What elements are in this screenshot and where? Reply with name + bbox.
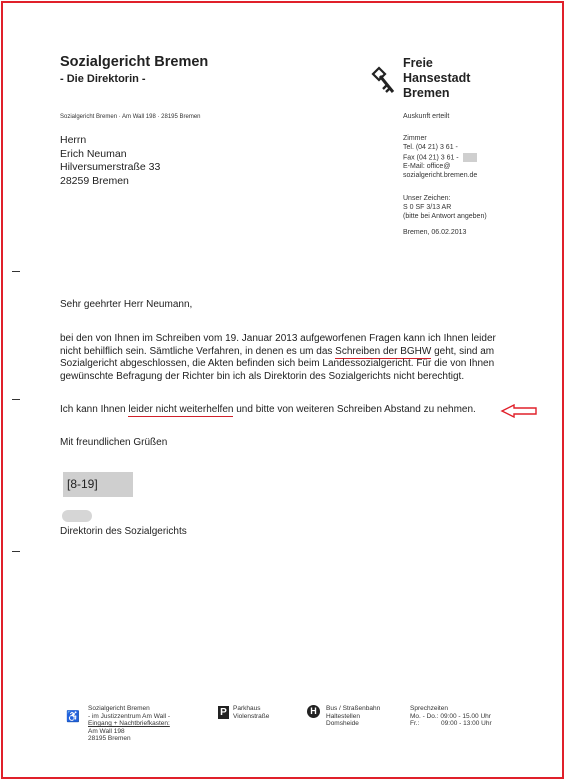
recipient-name: Erich Neuman — [60, 147, 127, 160]
letter-date: Bremen, 06.02.2013 — [403, 229, 467, 236]
info-block — [403, 135, 477, 180]
court-name: Sozialgericht Bremen — [60, 54, 209, 70]
info-auskunft: Auskunft erteilt — [403, 113, 450, 120]
paragraph-1 — [60, 333, 496, 383]
paragraph-1-line-4: gewünschte Befragung der Richter bin ich als Direktorin des Sozialgerichts nicht berechtigt. — [60, 370, 465, 382]
bremen-key-coat-of-arms-icon — [371, 64, 397, 96]
info-email-2: sozialgericht.bremen.de — [403, 171, 478, 179]
state-line-3: Bremen — [403, 86, 450, 100]
reference-label: Unser Zeichen: — [403, 195, 451, 202]
footer-address: Sozialgericht Bremen - im Justizzentrum Am Wall - Eingang + Nachtbriefkasten: Am Wall 198 28195 Bremen — [88, 705, 171, 743]
signer-title: Direktorin des Sozialgerichts — [60, 526, 187, 537]
paragraph-1-line-2: nicht behilflich sein. Sämtliche Verfahren, in denen es um das Schreiben der BGHW geht, sind am — [60, 345, 495, 357]
info-fax: Fax (04 21) 3 61 - — [403, 153, 477, 163]
state-name — [403, 56, 470, 101]
recipient-street: Hilversumerstraße 33 — [60, 161, 161, 173]
footer-transit: Bus / Straßenbahn Haltestellen Domsheide — [326, 705, 381, 728]
paragraph-1-line-3: Sozialgericht abgeschlossen, die Akten befinden sich beim Landessozialgericht. Für die von Ihnen — [60, 358, 495, 369]
recipient-city: 28259 Bremen — [60, 174, 129, 187]
redacted-name — [62, 510, 92, 522]
bus-stop-icon: H — [307, 705, 320, 718]
court-subtitle: - Die Direktorin - — [60, 73, 146, 85]
info-zimmer: Zimmer — [403, 135, 427, 142]
recipient-salutation: Herrn — [60, 134, 87, 146]
state-line-1: Freie — [403, 56, 433, 70]
info-email-1: E-Mail: office@ — [403, 162, 451, 170]
return-address: Sozialgericht Bremen · Am Wall 198 · 28195 Bremen — [60, 114, 201, 120]
fold-mark — [12, 551, 20, 552]
footer-office-hours: Sprechzeiten Mo. - Do.: 09:00 - 15.00 Uhr Fr.: 09:00 - 13:00 Uhr — [410, 705, 492, 728]
paragraph-2: Ich kann Ihnen leider nicht weiterhelfen und bitte von weiteren Schreiben Abstand zu nehmen. — [60, 404, 476, 415]
annotation-arrow-icon — [500, 404, 538, 418]
reference-number: S 0 SF 3/13 AR — [403, 203, 452, 211]
paragraph-1-line-1: bei den von Ihnen im Schreiben vom 19. Januar 2013 aufgeworfenen Fragen kann ich Ihnen leider — [60, 333, 496, 344]
fold-mark — [12, 271, 20, 272]
redaction-box — [463, 153, 477, 162]
redacted-signature: [8-19] — [63, 472, 133, 497]
underlined-phrase: leider nicht weiterhelfen — [128, 404, 234, 415]
closing: Mit freundlichen Grüßen — [60, 437, 168, 448]
info-tel: Tel. (04 21) 3 61 - — [403, 143, 458, 151]
fold-mark — [12, 399, 20, 400]
state-line-2: Hansestadt — [403, 71, 471, 85]
parking-icon: P — [218, 706, 229, 719]
recipient-address — [60, 134, 160, 188]
underlined-phrase: Schreiben der BGHW — [335, 345, 432, 357]
greeting: Sehr geehrter Herr Neumann, — [60, 299, 193, 310]
wheelchair-icon: ♿ — [66, 711, 80, 723]
reference-note: (bitte bei Antwort angeben) — [403, 212, 487, 220]
reference-block — [403, 195, 487, 221]
footer-parking: Parkhaus Violenstraße — [233, 705, 270, 720]
